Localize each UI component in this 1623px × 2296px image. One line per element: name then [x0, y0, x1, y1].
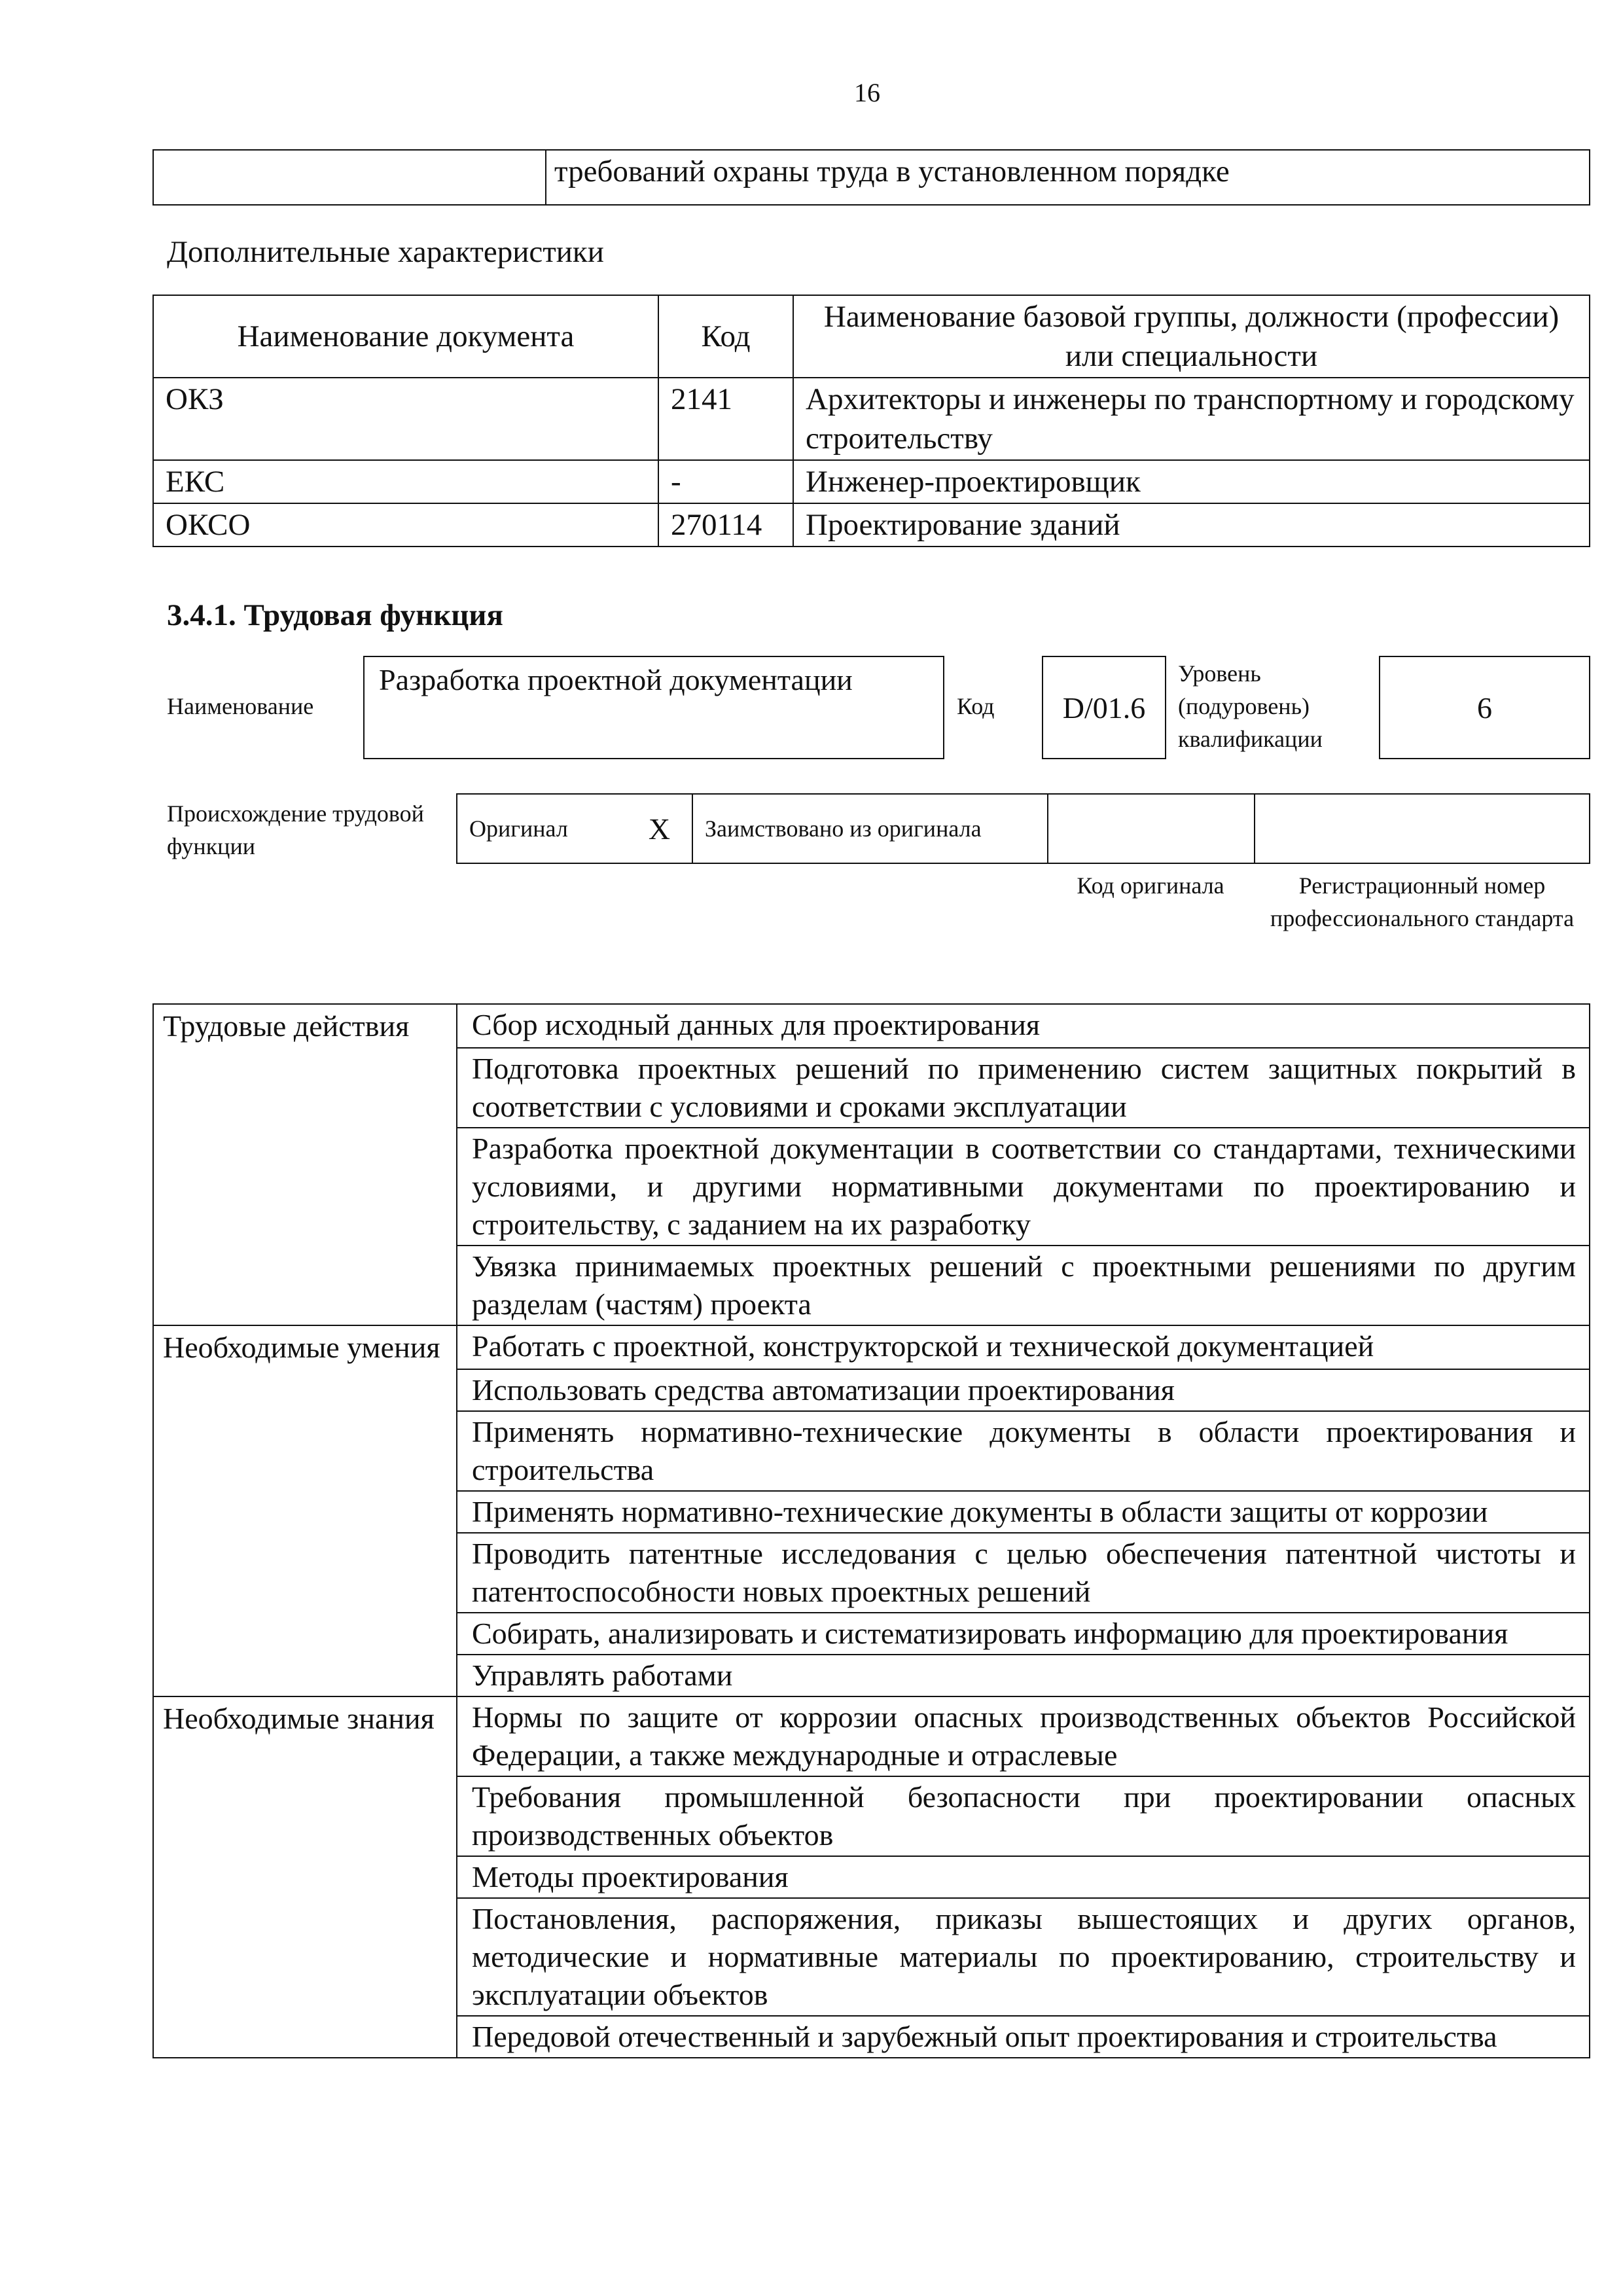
- code-cell: -: [658, 460, 793, 503]
- continuation-table: [152, 149, 1590, 206]
- caption-registration-number: Регистрационный номер профессионального стандарта: [1270, 872, 1575, 931]
- doc-cell: ОКЗ: [153, 378, 658, 460]
- code-cell: 2141: [658, 378, 793, 460]
- action-item: Сбор исходный данных для проектирования: [457, 1004, 1590, 1048]
- borrowed-label: Заимствовано из оригинала: [692, 794, 1048, 863]
- function-code-box: D/01.6: [1042, 656, 1166, 759]
- code-cell: 270114: [658, 503, 793, 547]
- name-cell: Инженер-проектировщик: [793, 460, 1590, 503]
- continuation-empty-cell: [153, 150, 546, 205]
- original-code-cell: [1048, 794, 1255, 863]
- origin-table: [456, 793, 1590, 864]
- actions-label: Трудовые действия: [153, 1004, 457, 1048]
- function-name-box: Разработка проектной документации: [363, 656, 944, 759]
- caption-original-code: Код оригинала: [1077, 872, 1224, 899]
- doc-cell: ОКСО: [153, 503, 658, 547]
- skill-item: Управлять работами: [457, 1655, 1590, 1696]
- registration-number-cell: [1255, 794, 1590, 863]
- table-row: [153, 378, 1590, 460]
- action-item: Подготовка проектных решений по применению систем защитных покрытий в соответствии с условиями и сроками эксплуатации: [457, 1048, 1590, 1128]
- knowledge-item: Методы проектирования: [457, 1856, 1590, 1898]
- level-box: 6: [1379, 656, 1590, 759]
- table-row: [153, 460, 1590, 503]
- col-code-header: Код: [658, 295, 793, 378]
- name-cell: Архитекторы и инженеры по транспортному и городскому строительству: [793, 378, 1590, 460]
- skill-item: Использовать средства автоматизации проектирования: [457, 1369, 1590, 1411]
- additional-table: [152, 295, 1590, 547]
- original-label: Оригинал: [457, 794, 627, 863]
- knowledge-item: Передовой отечественный и зарубежный опыт проектирования и строительства: [457, 2016, 1590, 2058]
- level-label: Уровень (подуровень) квалификации: [1178, 660, 1323, 752]
- action-item: Разработка проектной документации в соответствии со стандартами, техническими условиями, и другими нормативными документами по проектированию и строительству, с заданием на их разработку: [457, 1128, 1590, 1246]
- skill-item: Применять нормативно-технические документы в области защиты от коррозии: [457, 1491, 1590, 1533]
- knowledge-label: Необходимые знания: [153, 1696, 457, 1776]
- table-row: [153, 503, 1590, 547]
- code-label: Код: [957, 693, 995, 719]
- function-heading: 3.4.1. Трудовая функция: [167, 598, 503, 632]
- skill-item: Работать с проектной, конструкторской и технической документацией: [457, 1325, 1590, 1369]
- col-name-header: Наименование базовой группы, должности (профессии) или специальности: [793, 295, 1590, 378]
- skill-item: Применять нормативно-технические документы в области проектирования и строительства: [457, 1411, 1590, 1491]
- knowledge-item: Нормы по защите от коррозии опасных производственных объектов Российской Федерации, а также международные и отраслевые: [457, 1696, 1590, 1776]
- original-mark: X: [627, 794, 692, 863]
- continuation-text: требований охраны труда в установленном порядке: [546, 150, 1590, 205]
- col-doc-header: Наименование документа: [153, 295, 658, 378]
- knowledge-item: Требования промышленной безопасности при проектировании опасных производственных объектов: [457, 1776, 1590, 1856]
- skills-label: Необходимые умения: [153, 1325, 457, 1369]
- name-label: Наименование: [167, 693, 314, 719]
- knowledge-item: Постановления, распоряжения, приказы вышестоящих и других органов, методические и нормативные материалы по проектированию, строительству и эксплуатации объектов: [457, 1898, 1590, 2016]
- skill-item: Проводить патентные исследования с целью обеспечения патентной чистоты и патентоспособности новых проектных решений: [457, 1533, 1590, 1613]
- origin-label: Происхождение трудовой функции: [167, 800, 424, 859]
- action-item: Увязка принимаемых проектных решений с проектными решениями по другим разделам (частям) проекта: [457, 1246, 1590, 1325]
- name-cell: Проектирование зданий: [793, 503, 1590, 547]
- skill-item: Собирать, анализировать и систематизировать информацию для проектирования: [457, 1613, 1590, 1655]
- competency-table: [152, 1003, 1590, 2058]
- page-number: 16: [854, 78, 880, 107]
- additional-heading: Дополнительные характеристики: [167, 235, 604, 269]
- doc-cell: ЕКС: [153, 460, 658, 503]
